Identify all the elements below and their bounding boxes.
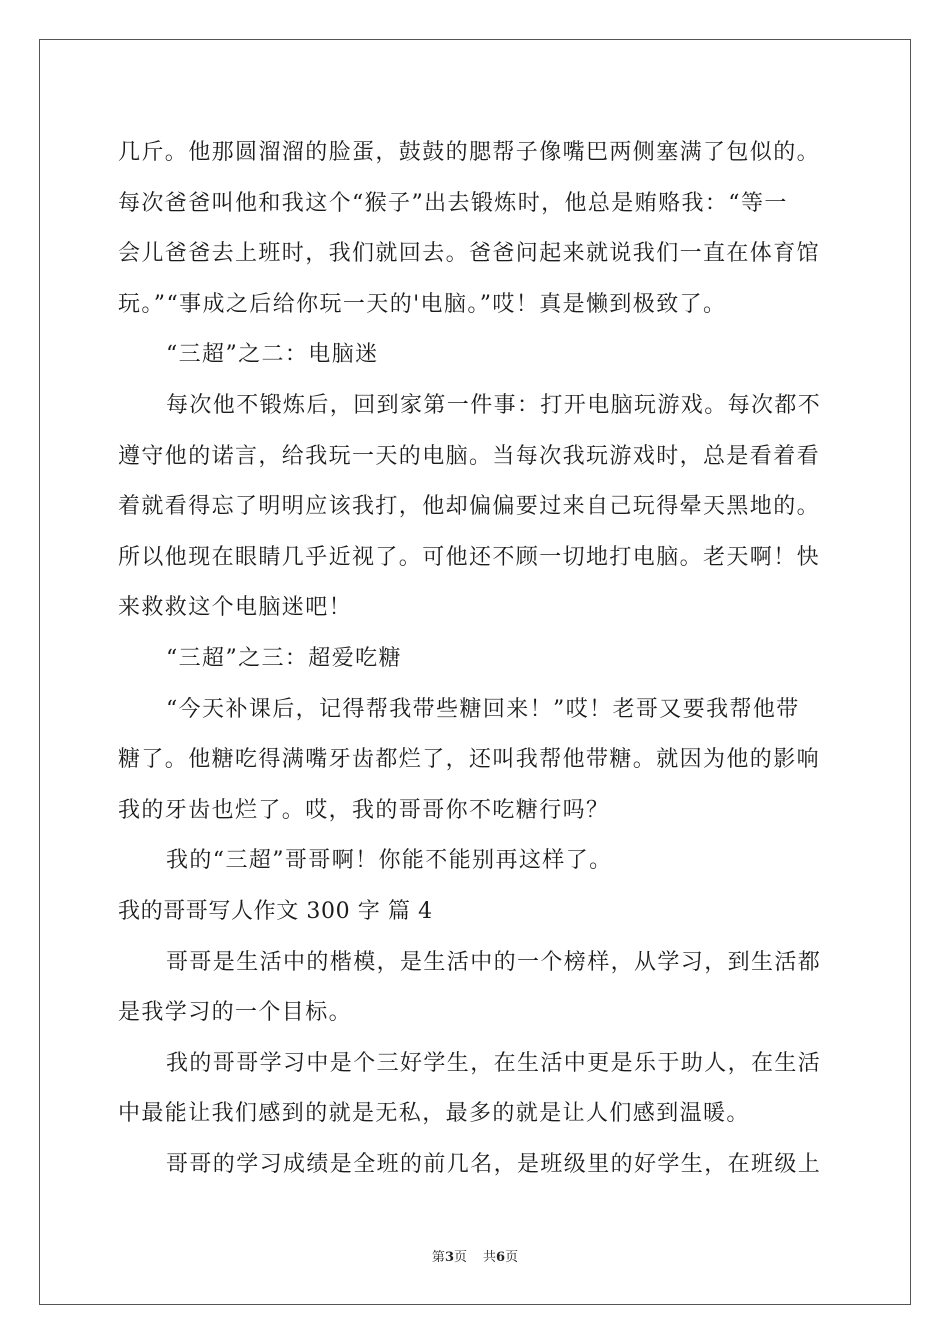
page-suffix: 页 — [453, 1250, 467, 1265]
text-line: 每次他不锻炼后，回到家第一件事：打开电脑玩游戏。每次都不 — [166, 392, 822, 418]
text-line: 玩。”“事成之后给你玩一天的'电脑。”哎！真是懒到极致了。 — [118, 291, 727, 317]
document-body — [118, 128, 834, 1190]
text-line: 着就看得忘了明明应该我打，他却偏偏要过来自己玩得晕天黑地的。 — [118, 494, 821, 520]
text-line: 所以他现在眼睛几乎近视了。可他还不顾一切地打电脑。老天啊！快 — [118, 544, 821, 570]
text-line: 中最能让我们感到的就是无私，最多的就是让人们感到温暖。 — [118, 1101, 750, 1127]
text-line: 是我学习的一个目标。 — [118, 1000, 353, 1026]
text-line: 会儿爸爸去上班时，我们就回去。爸爸问起来就说我们一直在体育馆 — [118, 241, 821, 267]
page-total: 6 — [496, 1250, 506, 1265]
text-line: 糖了。他糖吃得满嘴牙齿都烂了，还叫我帮他带糖。就因为他的影响 — [118, 747, 821, 773]
text-line: “今天补课后，记得帮我带些糖回来！”哎！老哥又要我帮他带 — [166, 696, 800, 722]
text-line: 来救救这个电脑迷吧！ — [118, 595, 353, 621]
section-subheading: “三超”之三：超爱吃糖 — [166, 645, 402, 671]
text-line: 哥哥的学习成绩是全班的前几名，是班级里的好学生，在班级上 — [166, 1151, 822, 1177]
text-line: 遵守他的诺言，给我玩一天的电脑。当每次我玩游戏时，总是看着看 — [118, 443, 821, 469]
text-line: 哥哥是生活中的楷模，是生活中的一个榜样，从学习，到生活都 — [166, 949, 822, 975]
text-line: 我的哥哥学习中是个三好学生，在生活中更是乐于助人，在生活 — [166, 1050, 822, 1076]
total-prefix: 共 — [483, 1250, 497, 1265]
page-prefix: 第 — [431, 1250, 445, 1265]
page-footer — [0, 1246, 950, 1265]
text-line: 我的“三超”哥哥啊！你能不能别再这样了。 — [166, 848, 613, 874]
text-line: 我的牙齿也烂了。哎，我的哥哥你不吃糖行吗？ — [118, 797, 610, 823]
essay-title: 我的哥哥写人作文 300 字 篇 4 — [118, 898, 433, 924]
text-line: 几斤。他那圆溜溜的脸蛋，鼓鼓的腮帮子像嘴巴两侧塞满了包似的。 — [118, 140, 821, 165]
page-current: 3 — [444, 1250, 454, 1265]
section-subheading: “三超”之二：电脑迷 — [166, 342, 379, 368]
total-suffix: 页 — [505, 1250, 519, 1265]
text-line: 每次爸爸叫他和我这个“猴子”出去锻炼时，他总是贿赂我：“等一 — [118, 190, 788, 216]
